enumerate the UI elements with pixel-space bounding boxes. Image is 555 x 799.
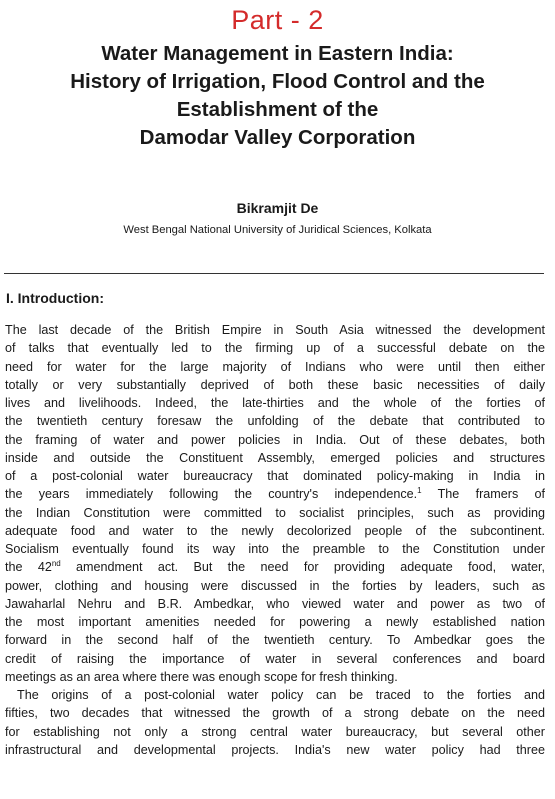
body-line: the twentieth century foresaw the unfolding of the debate that contributed to: [5, 414, 545, 429]
body-line: totally or very substantially deprived of both these basic necessities of daily: [5, 377, 545, 392]
footnote-marker: 1: [417, 486, 422, 496]
body-line-text: the years immediately following the country's independence.: [5, 487, 418, 502]
title-line: Damodar Valley Corporation: [139, 126, 416, 149]
superscript-nd: nd: [51, 559, 61, 569]
body-text: [5, 321, 545, 759]
body-line: lives and livelihoods. Indeed, the late-thirties and the whole of the forties of: [5, 396, 545, 410]
body-line: the framing of water and power policies in India. Out of these debates, both: [5, 432, 545, 447]
body-line: [5, 558, 545, 576]
body-line: forward in the second half of the twentieth century. To Ambedkar goes the: [5, 633, 545, 648]
body-line: credit of raising the importance of water in several conferences and board: [5, 651, 545, 666]
body-line-text: amendment act. But the need for providing adequate food, water,: [60, 560, 545, 575]
body-line: The last decade of the British Empire in South Asia witnessed the development: [5, 323, 545, 337]
title-line: Establishment of the: [176, 98, 379, 121]
body-line: for establishing not only a strong central water bureaucracy, but several other: [5, 724, 545, 739]
section-divider: [4, 273, 544, 274]
article-title: [8, 40, 547, 152]
body-line: of a post-colonial water bureaucracy that dominated policy-making in India in: [5, 469, 545, 483]
body-line: Jawaharlal Nehru and B.R. Ambedkar, who viewed water and power as two of: [5, 596, 545, 611]
body-line-text: The framers of: [421, 487, 545, 502]
part-label: Part - 2: [231, 5, 324, 35]
body-line: fifties, two decades that witnessed the growth of a strong debate on the need: [5, 706, 545, 721]
body-line: the most important amenities needed for powering a newly established nation: [5, 615, 545, 629]
body-line: Socialism eventually found its way into the preamble to the Constitution under: [5, 542, 545, 556]
title-line: Water Management in Eastern India:: [101, 42, 454, 65]
body-line: meetings as an area where there was enough scope for fresh thinking.: [5, 669, 398, 684]
body-line: of talks that eventually led to the firming up of a successful debate on the: [5, 341, 545, 356]
body-line: need for water for the large majority of Indians who were until then either: [5, 359, 545, 374]
title-line: History of Irrigation, Flood Control and the: [70, 70, 485, 93]
section-heading: I. Introduction:: [6, 290, 104, 306]
body-line: [5, 485, 545, 503]
body-line: adequate food and water to the newly decolorized people of the subcontinent.: [5, 523, 545, 538]
body-line: power, clothing and housing were discussed in the forties by leaders, such as: [5, 578, 545, 593]
body-line: inside and outside the Constituent Assembly, emerged policies and structures: [5, 450, 545, 465]
body-line: infrastructural and developmental projects. India's new water policy had three: [5, 742, 545, 757]
body-line-text: the 42: [5, 560, 52, 575]
author-affiliation: West Bengal National University of Juridical Sciences, Kolkata: [123, 224, 432, 236]
body-line: The origins of a post-colonial water policy can be traced to the forties and: [17, 688, 545, 702]
body-line: the Indian Constitution were committed to socialist principles, such as providing: [5, 505, 545, 520]
author-name: Bikramjit De: [236, 200, 319, 216]
